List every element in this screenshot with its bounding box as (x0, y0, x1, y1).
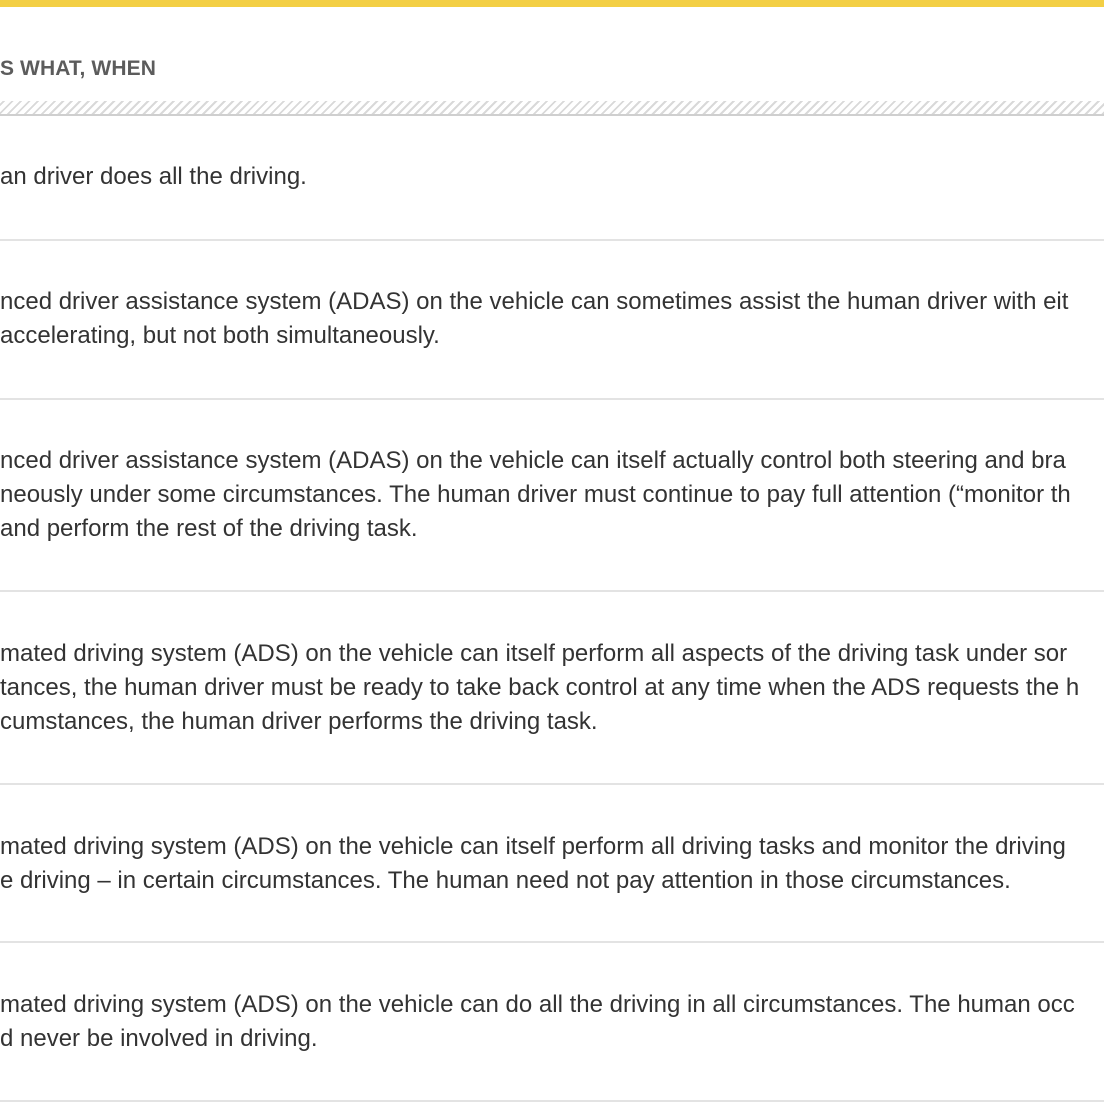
description-line: an driver does all the driving. (0, 163, 307, 190)
level-row (0, 400, 1104, 592)
level-description (0, 988, 1075, 1056)
description-line: and perform the rest of the driving task. (0, 515, 418, 542)
description-line: neously under some circumstances. The human driver must continue to pay full attention (“monitor th (0, 481, 1071, 508)
description-line: mated driving system (ADS) on the vehicle can itself perform all driving tasks and monitor the driving (0, 833, 1066, 860)
level-description (0, 637, 1079, 739)
description-line: mated driving system (ADS) on the vehicle can itself perform all aspects of the driving task under sor (0, 640, 1068, 667)
level-row (0, 785, 1104, 943)
top-accent-bar (0, 0, 1104, 7)
description-line: accelerating, but not both simultaneously. (0, 322, 440, 349)
description-line: mated driving system (ADS) on the vehicle can do all the driving in all circumstances. The human occ (0, 991, 1075, 1018)
section-header (0, 7, 1104, 117)
description-line: nced driver assistance system (ADAS) on the vehicle can sometimes assist the human driver with eit (0, 288, 1069, 315)
level-description (0, 444, 1071, 546)
level-description (0, 830, 1066, 898)
description-line: d never be involved in driving. (0, 1025, 318, 1052)
description-line: tances, the human driver must be ready to take back control at any time when the ADS requests the h (0, 674, 1080, 701)
description-line: e driving – in certain circumstances. The human need not pay attention in those circumstances. (0, 867, 1011, 894)
hatched-divider (0, 101, 1104, 116)
description-line: nced driver assistance system (ADAS) on the vehicle can itself actually control both steering and bra (0, 447, 1066, 474)
level-row (0, 241, 1104, 400)
level-description (0, 285, 1068, 353)
level-row (0, 117, 1104, 241)
level-description (0, 160, 307, 194)
level-row (0, 592, 1104, 785)
level-row (0, 943, 1104, 1102)
description-line: cumstances, the human driver performs the driving task. (0, 708, 598, 735)
section-title: S WHAT, WHEN (0, 57, 156, 80)
